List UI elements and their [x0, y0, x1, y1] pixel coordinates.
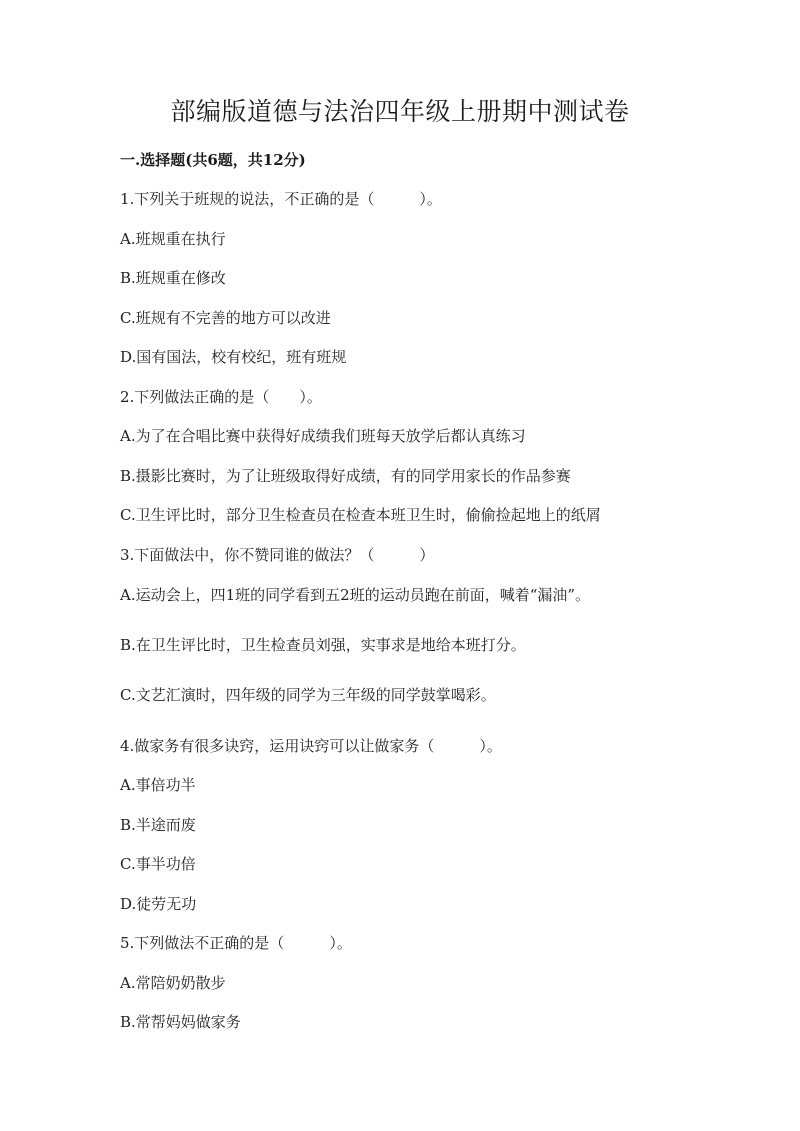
- q1-option-b: B.班规重在修改: [120, 269, 226, 287]
- question-2: 2.下列做法正确的是（ ）。: [120, 388, 322, 406]
- q4-option-d: D.徒劳无功: [120, 895, 197, 913]
- q4-option-c: C.事半功倍: [120, 855, 196, 873]
- question-3: 3.下面做法中，你不赞同谁的做法？（ ）: [120, 546, 435, 564]
- q3-option-c: C.文艺汇演时，四年级的同学为三年级的同学鼓掌喝彩。: [120, 686, 496, 704]
- q4-option-b: B.半途而废: [120, 816, 196, 834]
- q1-option-a: A.班规重在执行: [120, 230, 226, 248]
- question-1: 1.下列关于班规的说法，不正确的是（ ）。: [120, 190, 442, 208]
- q2-option-c: C.卫生评比时，部分卫生检查员在检查本班卫生时，偷偷捡起地上的纸屑: [120, 506, 601, 524]
- q4-option-a: A.事倍功半: [120, 776, 196, 794]
- exam-title: 部编版道德与法治四年级上册期中测试卷: [170, 97, 630, 126]
- section-heading-multiple-choice: 一.选择题(共6题，共12分): [120, 151, 306, 169]
- q1-option-c: C.班规有不完善的地方可以改进: [120, 309, 331, 327]
- q3-option-b: B.在卫生评比时，卫生检查员刘强，实事求是地给本班打分。: [120, 636, 526, 654]
- q5-option-b: B.常帮妈妈做家务: [120, 1013, 241, 1031]
- q2-option-b: B.摄影比赛时，为了让班级取得好成绩，有的同学用家长的作品参赛: [120, 467, 571, 485]
- question-4: 4.做家务有很多诀窍，运用诀窍可以让做家务（ ）。: [120, 737, 502, 755]
- q3-option-a: A.运动会上，四1班的同学看到五2班的运动员跑在前面，喊着“漏油”。: [120, 586, 591, 604]
- q5-option-a: A.常陪奶奶散步: [120, 974, 226, 992]
- q2-option-a: A.为了在合唱比赛中获得好成绩我们班每天放学后都认真练习: [120, 427, 526, 445]
- question-5: 5.下列做法不正确的是（ ）。: [120, 934, 352, 952]
- q1-option-d: D.国有国法，校有校纪，班有班规: [120, 348, 347, 366]
